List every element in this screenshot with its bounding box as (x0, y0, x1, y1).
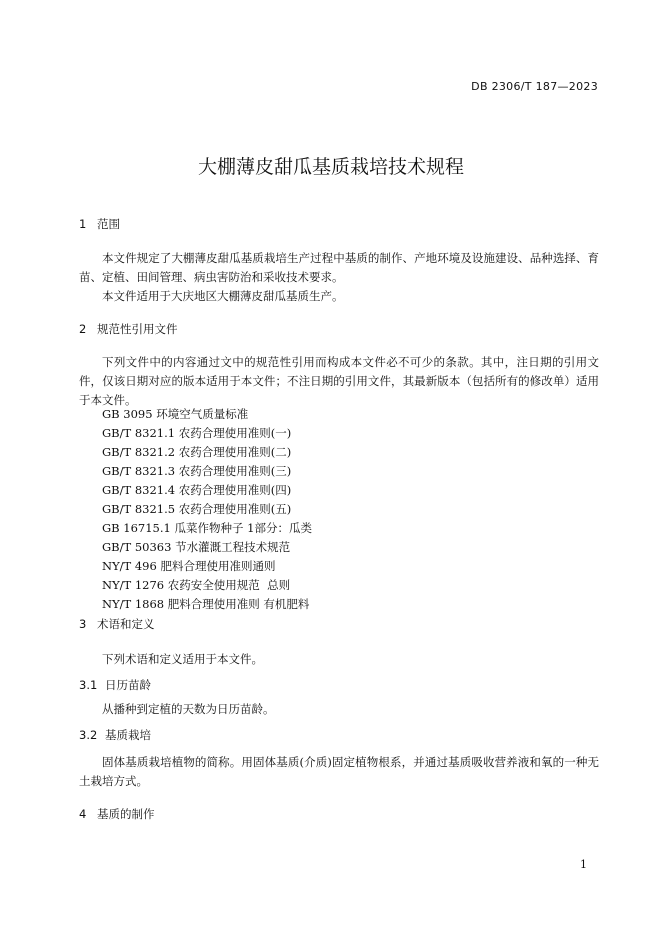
term-title: 基质栽培 (105, 728, 151, 742)
section-title: 规范性引用文件 (97, 322, 178, 336)
section-title: 范围 (97, 217, 120, 231)
reference-item: GB/T 50363 节水灌溉工程技术规范 (102, 540, 291, 554)
section-number: 2 (79, 322, 87, 336)
reference-item: GB/T 8321.4 农药合理使用准则(四) (102, 483, 292, 497)
section-number: 3 (79, 617, 87, 631)
section-heading-substrate-preparation (79, 806, 155, 822)
paragraph-references-intro: 下列文件中的内容通过文中的规范性引用而构成本文件必不可少的条款。其中，注日期的引用文件，仅该日期对应的版本适用于本文件；不注日期的引用文件，其最新版本（包括所有的修改单）适用于本文件。 (79, 355, 599, 407)
paragraph-terms-intro: 下列术语和定义适用于本文件。 (102, 652, 263, 666)
reference-item: GB 3095 环境空气质量标准 (102, 407, 249, 421)
term-definition: 从播种到定植的天数为日历苗龄。 (102, 702, 275, 716)
section-number: 4 (79, 807, 87, 821)
section-heading-terms (79, 616, 155, 632)
section-title: 基质的制作 (97, 807, 155, 821)
reference-item: NY/T 496 肥料合理使用准则通则 (102, 559, 276, 573)
reference-item: GB 16715.1 瓜菜作物种子 1部分：瓜类 (102, 521, 312, 535)
section-title: 术语和定义 (97, 617, 155, 631)
document-title: 大棚薄皮甜瓜基质栽培技术规程 (197, 156, 464, 178)
reference-item: GB/T 8321.1 农药合理使用准则(一) (102, 426, 292, 440)
reference-item: GB/T 8321.5 农药合理使用准则(五) (102, 502, 292, 516)
section-heading-scope (79, 216, 120, 232)
term-number: 3.1 (79, 678, 98, 692)
reference-item: NY/T 1276 农药安全使用规范 总则 (102, 578, 291, 592)
term-heading-seedling-age (79, 677, 151, 693)
term-definition: 固体基质栽培植物的简称。用固体基质(介质)固定植物根系，并通过基质吸收营养液和氧的一种无土栽培方式。 (79, 755, 599, 788)
section-heading-references (79, 321, 178, 337)
term-number: 3.2 (79, 728, 98, 742)
standard-number: DB 2306/T 187—2023 (471, 80, 598, 93)
reference-item: GB/T 8321.2 农药合理使用准则(二) (102, 445, 292, 459)
reference-item: GB/T 8321.3 农药合理使用准则(三) (102, 464, 292, 478)
term-heading-substrate-cultivation (79, 727, 151, 743)
reference-item: NY/T 1868 肥料合理使用准则 有机肥料 (102, 597, 310, 611)
term-title: 日历苗龄 (105, 678, 151, 692)
paragraph-scope: 本文件规定了大棚薄皮甜瓜基质栽培生产过程中基质的制作、产地环境及设施建设、品种选择、育苗、定植、田间管理、病虫害防治和采收技术要求。 (79, 251, 599, 284)
page-number: 1 (580, 858, 587, 871)
section-number: 1 (79, 217, 87, 231)
paragraph-applicability: 本文件适用于大庆地区大棚薄皮甜瓜基质生产。 (102, 289, 344, 303)
